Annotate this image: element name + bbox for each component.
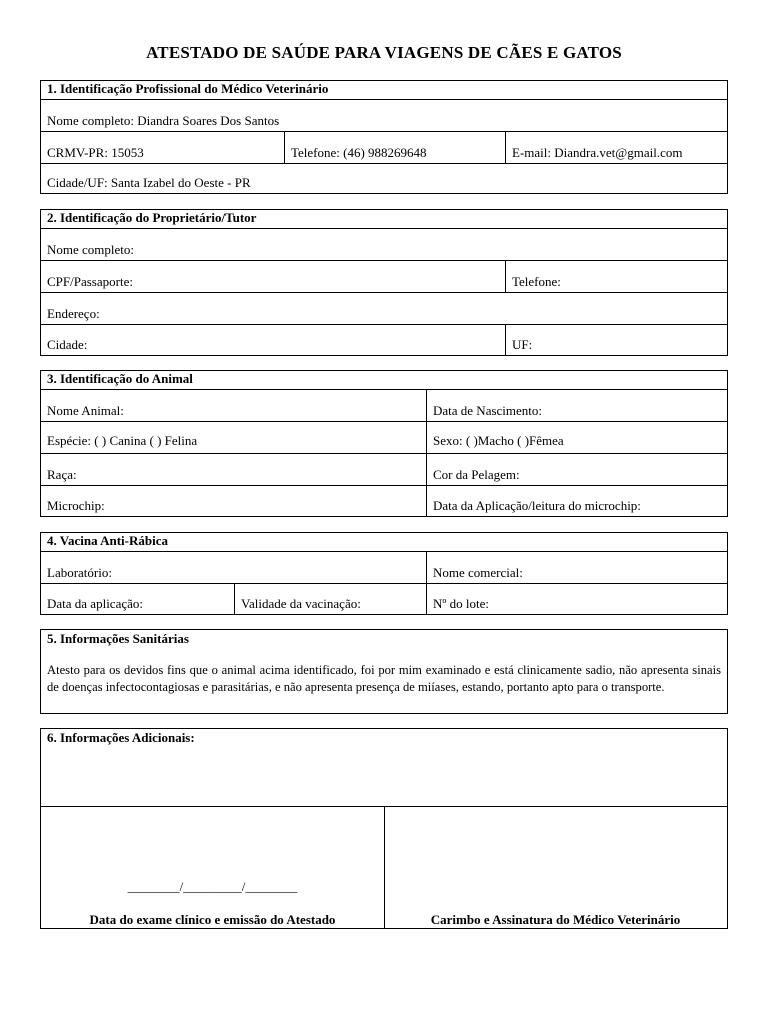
section-5 [40,629,728,714]
coat-color-field: Cor da Pelagem: [426,454,727,485]
owner-city-field: Cidade: [47,337,88,352]
date-line: ________/_________/________ [127,879,298,894]
section-3-header: 3. Identificação do Animal [47,371,193,386]
section-6-header: 6. Informações Adicionais: [47,730,195,745]
signature-divider [384,806,385,928]
sex-field: Sexo: ( )Macho ( )Fêmea [426,422,727,453]
vet-name-field: Nome completo: Diandra Soares Dos Santos [47,113,280,128]
laboratory-field: Laboratório: [47,565,112,580]
section-3 [40,370,728,517]
owner-phone-field: Telefone: [505,261,727,292]
section-5-header: 5. Informações Sanitárias [47,631,189,646]
exam-date-label: Data do exame clínico e emissão do Atestado [89,912,336,927]
cpf-field: CPF/Passaporte: [47,274,133,289]
uf-field: UF: [505,325,727,355]
microchip-date-field: Data da Aplicação/leitura do microchip: [426,486,727,516]
section-4 [40,532,728,615]
lot-number-field: Nº do lote: [426,584,727,614]
section-2-header: 2. Identificação do Proprietário/Tutor [47,210,257,225]
section-6 [40,728,728,929]
species-field: Espécie: ( ) Canina ( ) Felina [47,433,198,448]
sanitary-statement: Atesto para os devidos fins que o animal acima identificado, foi por mim examinado e está clinicamente sadio, não apresenta sinais de doenças infectocontagiosas e parasitárias, e não apresenta presença de miíases, estando, portanto apto para o transporte. [47,663,721,694]
commercial-name-field: Nome comercial: [426,552,727,583]
address-field: Endereço: [47,306,100,321]
section-1 [40,80,728,194]
vet-email-field: E-mail: Diandra.vet@gmail.com [505,132,727,163]
section-1-header: 1. Identificação Profissional do Médico Veterinário [47,81,329,96]
birth-date-field: Data de Nascimento: [426,390,727,421]
breed-field: Raça: [47,467,77,482]
microchip-field: Microchip: [47,498,105,513]
document-title: ATESTADO DE SAÚDE PARA VIAGENS DE CÃES E GATOS [146,43,622,62]
vet-city-field: Cidade/UF: Santa Izabel do Oeste - PR [47,175,251,190]
section-4-header: 4. Vacina Anti-Rábica [47,533,168,548]
section-2 [40,209,728,356]
crmv-field: CRMV-PR: 15053 [47,145,144,160]
owner-name-field: Nome completo: [47,242,135,257]
validity-field: Validade da vacinação: [234,584,426,614]
application-date-field: Data da aplicação: [47,596,143,611]
vet-phone-field: Telefone: (46) 988269648 [284,132,505,163]
animal-name-field: Nome Animal: [47,403,124,418]
signature-label: Carimbo e Assinatura do Médico Veterinário [430,912,681,927]
